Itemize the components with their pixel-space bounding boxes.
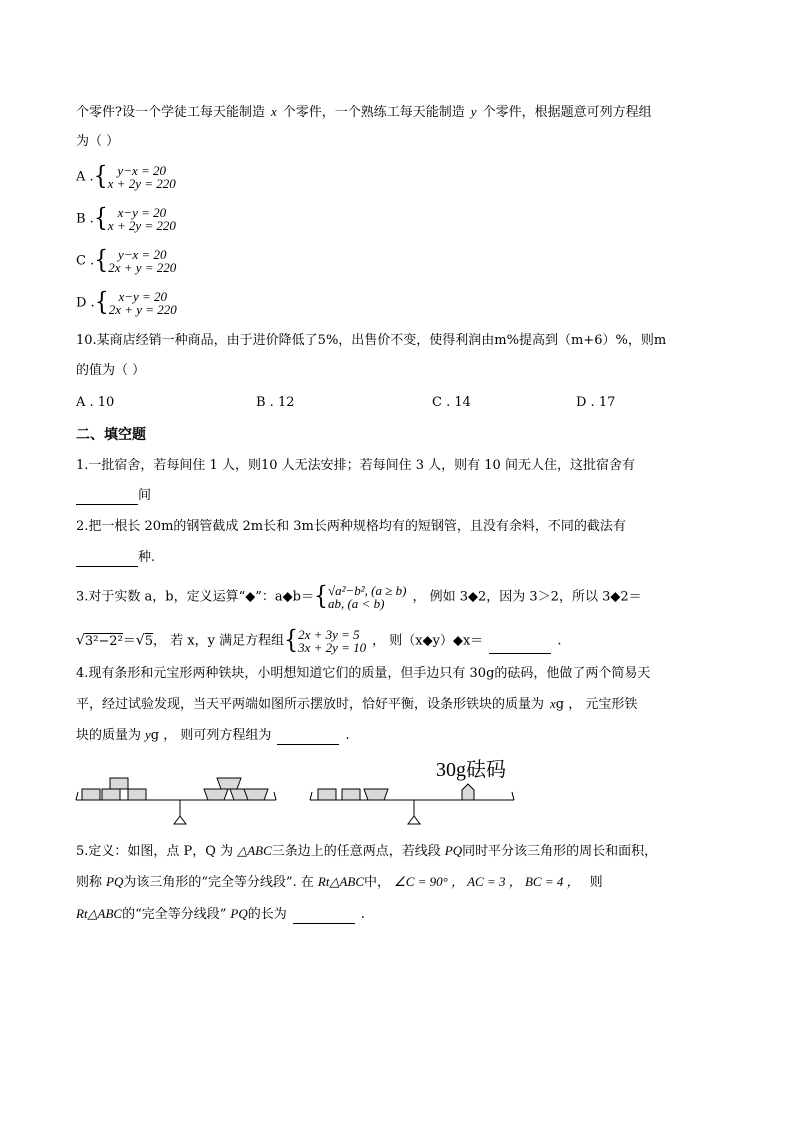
f4-line2: 平，经过试验发现，当天平两端如图所示摆放时，恰好平衡，设条形铁块的质量为 xg ， 元宝形铁	[76, 696, 638, 712]
f4-line3: 块的质量为 yg ， 则可列方程组为 .	[76, 727, 350, 743]
f1-line2: 间	[76, 487, 151, 505]
q9-option-c[interactable]: C .{ y−x = 20 2x + y = 220	[76, 246, 177, 275]
f2-answer-blank[interactable]	[76, 552, 138, 567]
weight-label: 30g砝码	[436, 759, 506, 781]
f5-line1: 5.定义：如图，点 P，Q 为 △ABC三条边上的任意两点，若线段 PQ同时平分该三角形的周长和面积，	[76, 843, 658, 859]
f5-answer-blank[interactable]	[293, 909, 355, 924]
q9-option-a[interactable]: A .{ y−x = 20 x + 2y = 220	[76, 162, 176, 191]
f4-answer-blank[interactable]	[277, 730, 339, 745]
f5-line2: 则称 PQ为该三角形的“完全等分线段”. 在 Rt△ABC中， ∠C = 90° ， AC = 3 ， BC = 4 ， 则	[76, 874, 603, 890]
q9-line1: 个零件?设一个学徒工每天能制造 x 个零件，一个熟练工每天能制造 y 个零件，根据题意可列方程组	[76, 104, 652, 120]
f5-line3: Rt△ABC的“完全等分线段” PQ的长为 .	[76, 906, 365, 922]
f1-line1: 1.一批宿舍，若每间住 1 人，则10 人无法安排；若每间住 3 人，则有 10 间无人住，这批宿舍有	[76, 458, 635, 473]
q10-option-d[interactable]: D . 17	[576, 395, 616, 410]
q10-option-b[interactable]: B . 12	[256, 395, 295, 410]
q10-option-c[interactable]: C . 14	[432, 395, 471, 410]
q10-line1: 10.某商店经销一种商品，由于进价降低了5%，出售价不变，使得利润由m%提高到（m+6）%，则m	[76, 333, 667, 348]
q9-option-d[interactable]: D .{ x−y = 20 2x + y = 220	[76, 288, 177, 317]
q9-line2: 为（ ）	[76, 134, 120, 149]
f2-line2: 种.	[76, 549, 155, 567]
f3-line2: √3²−2²＝√5， 若 x，y 满足方程组{ 2x + 3y = 5 3x + 2y = 10 ， 则（x◆y）◆x＝ .	[76, 626, 562, 655]
q10-line2: 的值为（ ）	[76, 363, 146, 378]
section-title-fill-in: 二、填空题	[76, 427, 146, 443]
f3-answer-blank[interactable]	[489, 639, 551, 654]
f3-line1: 3.对于实数 a，b，定义运算“◆”：a◆b＝{ √a²−b², (a ≥ b) ab, (a < b) ， 例如 3◆2，因为 3＞2，所以 3◆2＝	[76, 582, 642, 611]
balance-left	[76, 778, 276, 824]
balance-figure	[72, 756, 522, 828]
balance-right	[310, 784, 514, 824]
q9-option-b[interactable]: B .{ x−y = 20 x + 2y = 220	[76, 204, 176, 233]
f2-line1: 2.把一根长 20m的钢管截成 2m长和 3m长两种规格均有的短钢管，且没有余料，不同的截法有	[76, 519, 626, 534]
f1-answer-blank[interactable]	[76, 490, 138, 505]
q10-option-a[interactable]: A . 10	[76, 395, 115, 410]
f4-line1: 4.现有条形和元宝形两种铁块，小明想知道它们的质量，但手边只有 30g的砝码，他做了两个简易天	[76, 666, 651, 681]
